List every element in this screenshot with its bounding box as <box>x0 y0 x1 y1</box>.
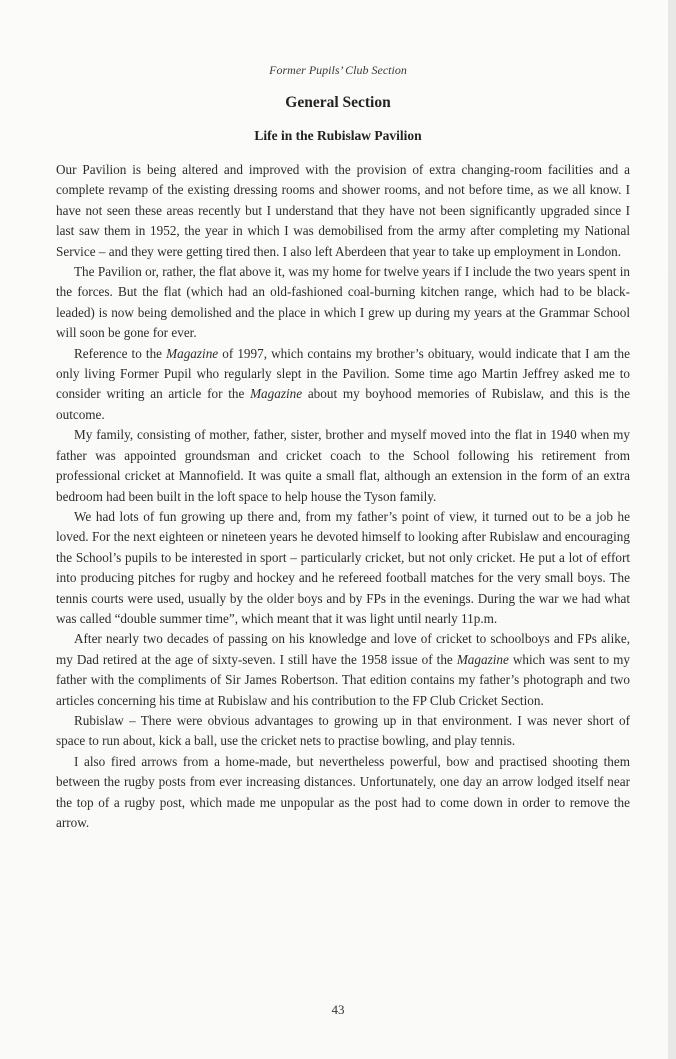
paragraph-2 <box>56 262 630 344</box>
paragraph-text: We had lots of fun growing up there and, from my father’s point of view, it turned out to be a job he loved. For the next eighteen or nineteen years he devoted himself to looking after Rubislaw and encouraging the School’s pupils to be interested in sport – particularly cricket, but not only cricket. He put a lot of effort into producing pitches for rugby and hockey and he refereed football matches for the very small boys. The tennis courts were used, usually by the older boys and by FPs in the evenings. During the war we had what was called “double summer time”, which meant that it was light until nearly 11p.m. <box>56 508 630 626</box>
page-edge-strip <box>668 0 676 1059</box>
paragraph-text: I also fired arrows from a home-made, but nevertheless powerful, bow and practised shooting them between the rugby posts from ever increasing distances. Unfortunately, one day an arrow lodged itself near the top of a rugby post, which made me unpopular as the post had to come down in order to remove the arrow. <box>56 753 630 830</box>
paragraph-text: which was sent to my father with the compliments of Sir James Robertson. That edition contains my father’s photograph and two articles concerning his time at Rubislaw and his contribution to the FP Club Cricket Section. <box>56 651 630 708</box>
paragraph-4 <box>56 425 630 507</box>
paragraph-8 <box>56 752 630 834</box>
page-number: 43 <box>331 1002 345 1017</box>
paragraph-5 <box>56 507 630 629</box>
paragraph-text: about my boyhood memories of Rubislaw, and this is the outcome. <box>56 386 630 422</box>
article-body <box>56 160 630 833</box>
running-head: Former Pupils’ Club Section <box>269 63 407 77</box>
paragraph-7 <box>56 711 630 752</box>
magazine-italic: Magazine <box>456 651 509 667</box>
paragraph-3 <box>56 344 630 426</box>
paragraph-text: My family, consisting of mother, father, sister, brother and myself moved into the flat in 1940 when my father was appointed groundsman and cricket coach to the School following his retirement from professional cricket at Mannofield. It was quite a small flat, although an extension in the form of an extra bedroom had been built in the loft space to help house the Tyson family. <box>56 427 630 504</box>
paragraph-text: Our Pavilion is being altered and improved with the provision of extra changing-room facilities and a complete revamp of the existing dressing rooms and shower rooms, and not before time, as we all know. I have not seen these areas recently but I understand that they have not been significantly upgraded since I last saw them in 1952, the year in which I was demobilised from the army after completing my National Service – and they were getting tired then. I also left Aberdeen that year to take up employment in London. <box>56 162 630 259</box>
magazine-italic: Magazine <box>166 345 219 361</box>
paragraph-text: Rubislaw – There were obvious advantages to growing up in that environment. I was never short of space to run about, kick a ball, use the cricket nets to practise bowling, and play tennis. <box>56 712 630 749</box>
paragraph-text: After nearly two decades of passing on his knowledge and love of cricket to schoolboys and FPs alike, my Dad retired at the age of sixty-seven. I still have the 1958 issue of the <box>56 631 630 667</box>
article-title: Life in the Rubislaw Pavilion <box>254 128 422 143</box>
magazine-italic: Magazine <box>250 386 303 402</box>
paragraph-text: The Pavilion or, rather, the flat above it, was my home for twelve years if I include the two years spent in the forces. But the flat (which had an old-fashioned coal-burning kitchen range, which had to be black-leaded) is now being demolished and the place in which I grew up during my years at the Grammar School will soon be gone for ever. <box>56 264 630 341</box>
paragraph-text: of 1997, which contains my brother’s obituary, would indicate that I am the only living Former Pupil who regularly slept in the Pavilion. Some time ago Martin Jeffrey asked me to consider writing an article for the <box>56 345 630 402</box>
paragraph-text: Reference to the <box>74 345 167 361</box>
paragraph-6 <box>56 629 630 711</box>
paragraph-1 <box>56 160 630 262</box>
section-title: General Section <box>285 94 391 111</box>
